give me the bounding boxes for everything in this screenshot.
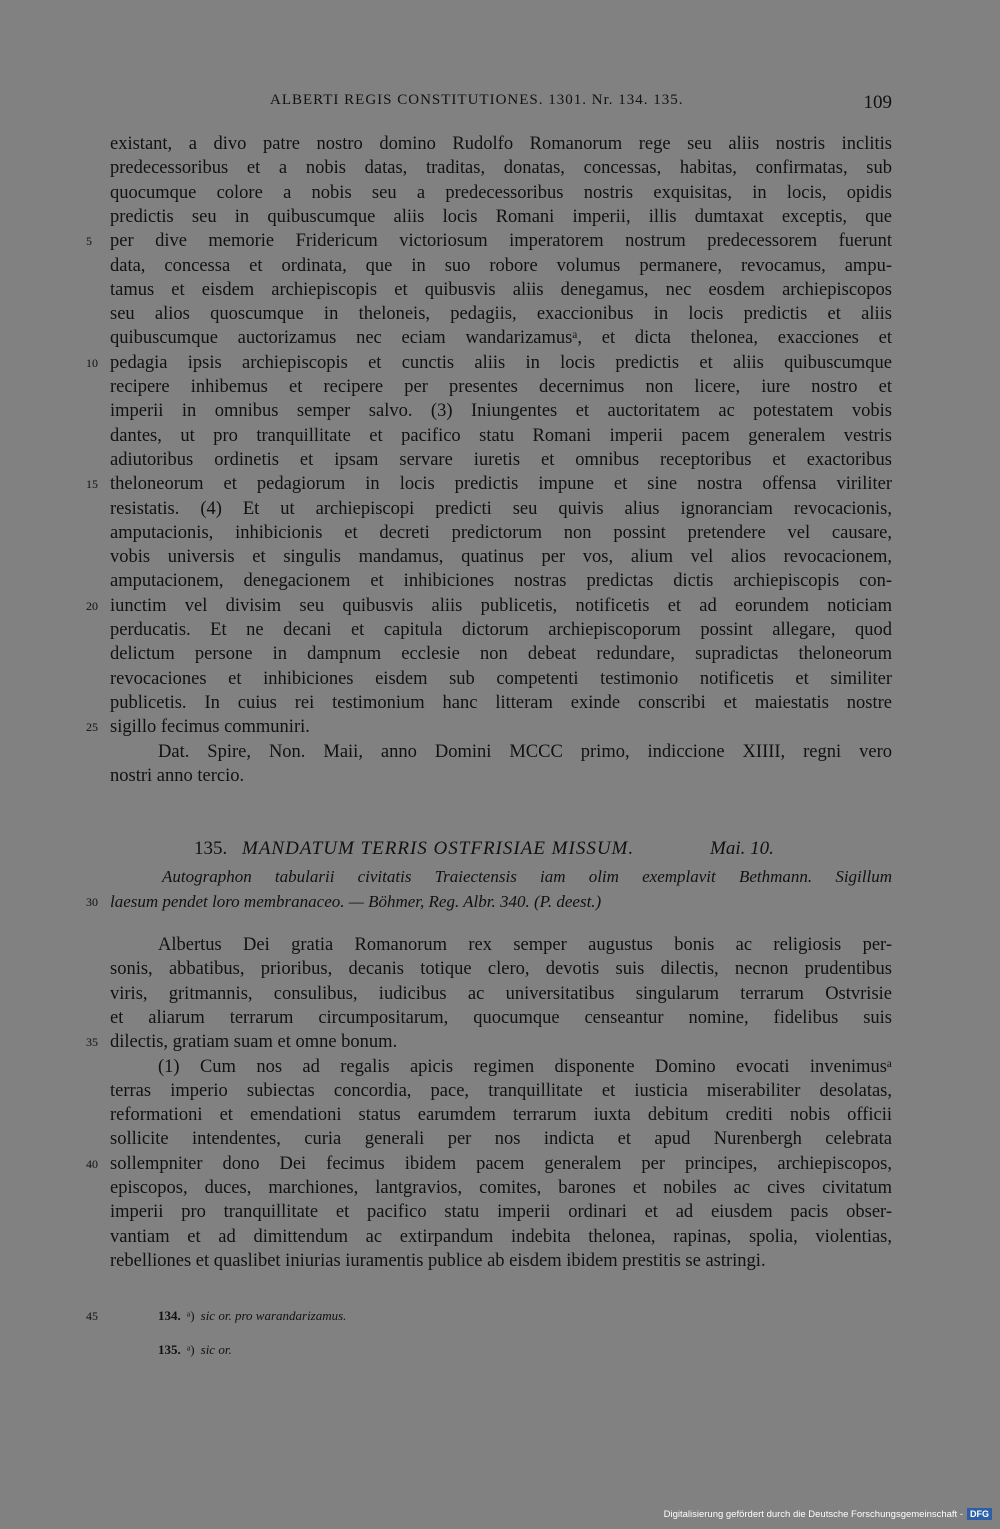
text-line: revocaciones et inhibiciones eisdem sub competenti testimonio notificetis et similiter — [110, 668, 892, 689]
text-line: quibuscumque auctorizamus nec eciam wandarizamusᵃ, et dicta thelonea, exacciones et — [110, 328, 892, 349]
text-line: reformationi et emendationi status earumdem terrarum iuxta debitum crediti nobis officii — [110, 1105, 892, 1126]
text-line: imperii in omnibus semper salvo. (3) Iniungentes et auctoritatem ac potestatem vobis — [110, 401, 892, 422]
text-line: perducatis. Et ne decani et capitula dictorum archiepiscoporum possint allegare, quod — [110, 620, 892, 640]
line-number — [86, 302, 108, 326]
text-line: amputacionis, inhibicionis et decreti predictorum non possint pretendere vel causare, — [110, 522, 892, 543]
line-number — [86, 667, 108, 691]
footer-text: Digitalisierung gefördert durch die Deutsche Forschungsgemeinschaft - — [663, 1508, 963, 1520]
dfg-logo-icon: DFG — [967, 1508, 992, 1520]
line-number — [86, 278, 108, 302]
footnote — [158, 1340, 232, 1360]
line-number: 15 — [86, 477, 98, 492]
line-number: 5 — [86, 234, 92, 249]
line-number — [86, 1055, 108, 1079]
line-number — [86, 1200, 108, 1224]
text-line: seu alios quoscumque in theloneis, pedagiis, exaccionibus in locis predictis et aliis — [110, 304, 892, 325]
text-line: publicetis. In cuius rei testimonium hanc litteram exinde conscribi et maiestatis nostre — [110, 692, 892, 713]
digitization-footer — [664, 1507, 992, 1521]
line-number — [86, 642, 108, 666]
line-number — [86, 1338, 108, 1362]
text-line: sollempniter dono Dei fecimus ibidem pacem generalem per principes, archiepiscopos, — [110, 1153, 892, 1174]
line-number — [86, 1103, 108, 1127]
footnote-text: sic or. — [200, 1342, 232, 1357]
note-line: Autographon tabularii civitatis Traiectensis iam olim exemplavit Bethmann. Sigillum — [162, 867, 892, 886]
line-number — [86, 521, 108, 545]
text-line: data, concessa et ordinata, que in suo robore volumus permanere, revocamus, ampu- — [110, 255, 892, 276]
text-line: rebelliones et quaslibet iniurias iuramentis publice ab eisdem ibidem prestitis se astringi. — [110, 1250, 766, 1271]
text-line: per dive memorie Fridericum victoriosum imperatorem nostrum predecessorem fuerunt — [110, 231, 892, 252]
line-number — [86, 326, 108, 350]
line-number — [86, 618, 108, 642]
text-line: iunctim vel divisim seu quibusvis aliis publicetis, notificetis et ad eorundem noticiam — [110, 595, 892, 616]
line-number — [86, 545, 108, 569]
text-line: sigillo fecimus communiri. — [110, 717, 310, 738]
text-line: (1) Cum nos ad regalis apicis regimen disponente Domino evocati invenimusᵃ — [158, 1056, 892, 1077]
text-line: predecessoribus et a nobis datas, traditas, donatas, concessas, habitas, confirmatas, sub — [110, 158, 892, 179]
text-line: nostri anno tercio. — [110, 765, 245, 786]
line-number: 10 — [86, 355, 98, 370]
text-line: Dat. Spire, Non. Maii, anno Domini MCCC primo, indiccione XIIII, regni vero — [158, 741, 892, 762]
line-number — [86, 399, 108, 423]
running-head: ALBERTI REGIS CONSTITUTIONES. 1301. Nr. 134. 135. — [270, 92, 684, 108]
text-line: quocumque colore a nobis seu a predecessoribus nostris exquisitas, in locis, opidis — [110, 182, 892, 203]
text-line: existant, a divo patre nostro domino Rudolfo Romanorum rege seu aliis nostris inclitis — [110, 134, 892, 154]
line-number — [86, 132, 108, 156]
line-number: 35 — [86, 1035, 98, 1050]
line-number — [86, 1225, 108, 1249]
text-line: amputacionem, denegacionem et inhibiciones nostras predictas dictis archiepiscopis con- — [110, 571, 892, 592]
text-line: sollicite intendentes, curia generali per nos indicta et apud Nurenbergh celebrata — [110, 1129, 892, 1150]
line-number — [86, 181, 108, 205]
footnote — [158, 1306, 346, 1326]
text-line: vobis universis et singulis mandamus, quatinus per vos, alium vel alios revocacionem, — [110, 547, 892, 568]
footnote-label: 134. — [158, 1308, 181, 1323]
line-number — [86, 740, 108, 764]
text-line: episcopos, duces, marchiones, lantgravios, comites, barones et nobiles ac cives civitatum — [110, 1178, 892, 1198]
section-number: 135. — [194, 838, 228, 859]
line-number — [86, 865, 108, 889]
line-number — [86, 205, 108, 229]
line-number: 40 — [86, 1156, 98, 1171]
text-line: pedagia ipsis archiepiscopis et cunctis aliis in locis predictis et aliis quibuscumque — [110, 352, 892, 373]
footnote-mark: ᵃ) — [186, 1308, 195, 1323]
line-number — [86, 156, 108, 180]
text-line: adiutoribus ordinetis et ipsam servare iuretis et omnibus receptoribus et exactoribus — [110, 449, 892, 470]
section-date: Mai. 10. — [710, 838, 774, 859]
page-header — [110, 92, 892, 118]
text-line: viris, gritmannis, consulibus, iudicibus ac universitatibus singularum terrarum Ostvrisie — [110, 983, 892, 1004]
line-number — [86, 448, 108, 472]
line-number — [86, 569, 108, 593]
section-title: MANDATUM TERRIS OSTFRISIAE MISSUM. — [242, 838, 635, 859]
text-line: dantes, ut pro tranquillitate et pacifico statu Romani imperii pacem generalem vestris — [110, 425, 892, 446]
text-line: et aliarum terrarum circumpositarum, quocumque censeantur nomine, fidelibus suis — [110, 1007, 892, 1028]
text-line: vantiam et ad dimittendum ac extirpandum indebita thelonea, rapinas, spolia, violentias, — [110, 1226, 892, 1247]
text-line: delictum persone in dampnum ecclesie non debeat redundare, supradictas theloneorum — [110, 644, 892, 665]
text-line: terras imperio subiectas concordia, pace, tranquillitate et iusticia miserabiliter desolatas, — [110, 1080, 892, 1101]
footnote-mark: ᵃ) — [186, 1342, 195, 1357]
line-number: 45 — [86, 1309, 98, 1323]
line-number — [86, 375, 108, 399]
footnote-text: sic or. pro warandarizamus. — [200, 1308, 347, 1323]
line-number — [86, 1006, 108, 1030]
line-number — [86, 424, 108, 448]
line-number — [86, 982, 108, 1006]
line-number — [86, 933, 108, 957]
text-line: resistatis. (4) Et ut archiepiscopi predicti seu quivis alius ignoranciam revocacionis, — [110, 498, 892, 519]
line-number: 20 — [86, 598, 98, 613]
line-number — [86, 691, 108, 715]
text-line: Albertus Dei gratia Romanorum rex semper augustus bonis ac religiosis per- — [158, 935, 892, 955]
page-number: 109 — [863, 92, 892, 113]
text-line: tamus et eisdem archiepiscopis et quibusvis aliis denegamus, nec eosdem archiepiscopos — [110, 279, 892, 300]
text-line: predictis seu in quibuscumque aliis locis Romani imperii, illis dumtaxat exceptis, que — [110, 206, 892, 227]
text-line: recipere inhibemus et recipere per presentes decernimus non licere, iure nostro et — [110, 377, 892, 397]
line-number: 25 — [86, 720, 98, 735]
line-number — [86, 1079, 108, 1103]
text-line: imperii pro tranquillitate et pacifico statu imperii ordinari et ad eiusdem pacis obser- — [110, 1202, 892, 1223]
line-number — [86, 1127, 108, 1151]
note-line: laesum pendet loro membranaceo. — Böhmer, Reg. Albr. 340. (P. deest.) — [110, 892, 602, 911]
line-number: 30 — [86, 895, 98, 909]
line-number — [86, 957, 108, 981]
line-number — [86, 254, 108, 278]
footnote-label: 135. — [158, 1342, 181, 1357]
line-number — [86, 1176, 108, 1200]
line-number — [86, 497, 108, 521]
text-line: dilectis, gratiam suam et omne bonum. — [110, 1032, 398, 1053]
line-number — [86, 764, 108, 788]
text-line: theloneorum et pedagiorum in locis predictis impune et sine nostra offensa viriliter — [110, 474, 892, 495]
section-heading-135 — [110, 836, 892, 862]
line-number — [86, 1249, 108, 1273]
text-line: sonis, abbatibus, prioribus, decanis totique clero, devotis suis dilectis, necnon prudentibus — [110, 959, 892, 980]
